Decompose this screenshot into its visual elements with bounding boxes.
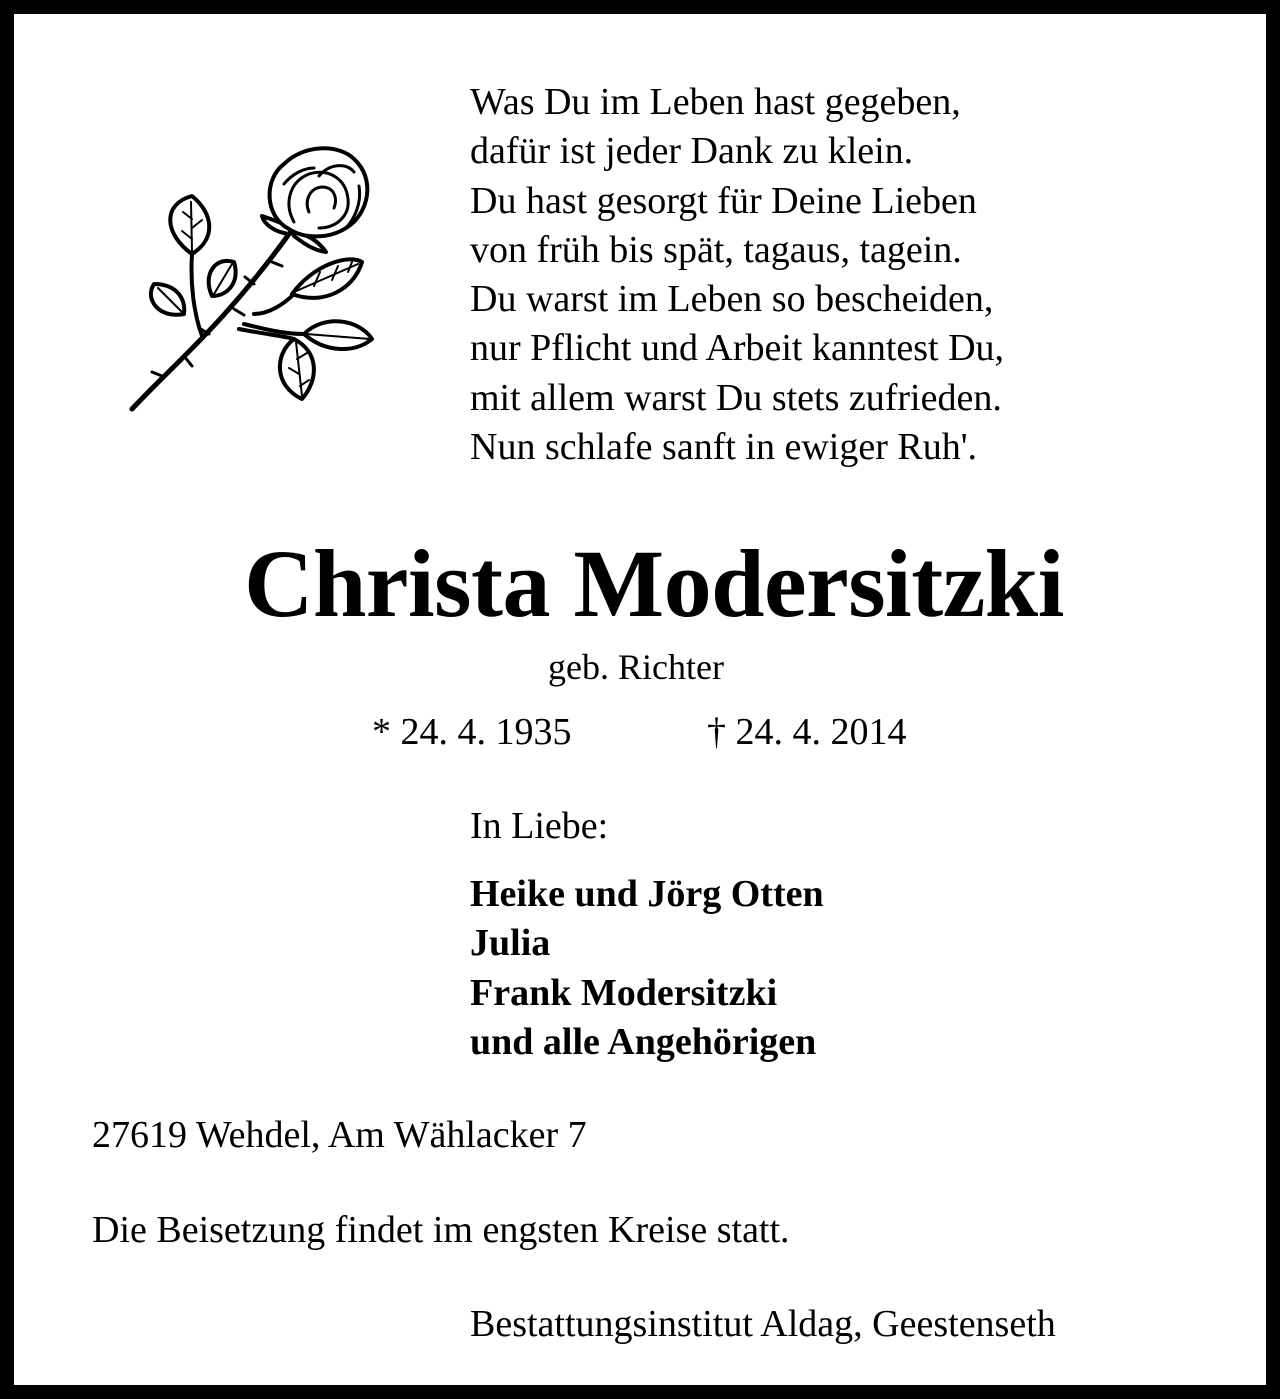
mourner-name: und alle Angehörigen <box>470 1020 817 1063</box>
maiden-name: geb. Richter <box>548 647 724 687</box>
birth-date: * 24. 4. 1935 <box>372 711 572 753</box>
address: 27619 Wehdel, Am Wählacker 7 <box>92 1114 587 1156</box>
poem-line: dafür ist jeder Dank zu klein. <box>470 130 914 173</box>
mourners-list <box>470 870 824 1067</box>
poem-line: nur Pflicht und Arbeit kanntest Du, <box>470 327 1005 370</box>
poem-line: Du warst im Leben so bescheiden, <box>470 278 994 321</box>
poem <box>470 78 1190 472</box>
rose-icon <box>114 124 384 424</box>
mourner-name: Heike und Jörg Otten <box>470 873 824 915</box>
burial-note: Die Beisetzung findet im engsten Kreise statt. <box>92 1209 790 1251</box>
mourner-name: Julia <box>470 922 551 965</box>
death-date: † 24. 4. 2014 <box>707 711 907 753</box>
mourners-intro: In Liebe: <box>470 805 609 847</box>
funeral-home: Bestattungsinstitut Aldag, Geestenseth <box>470 1303 1056 1345</box>
poem-line: Nun schlafe sanft in ewiger Ruh'. <box>470 426 978 469</box>
poem-line: Was Du im Leben hast gegeben, <box>470 81 961 123</box>
poem-line: mit allem warst Du stets zufrieden. <box>470 376 1002 419</box>
deceased-name: Christa Modersitzki <box>244 530 1064 637</box>
poem-line: von früh bis spät, tagaus, tagein. <box>470 228 962 271</box>
mourner-name: Frank Modersitzki <box>470 971 778 1014</box>
poem-line: Du hast gesorgt für Deine Lieben <box>470 179 977 222</box>
